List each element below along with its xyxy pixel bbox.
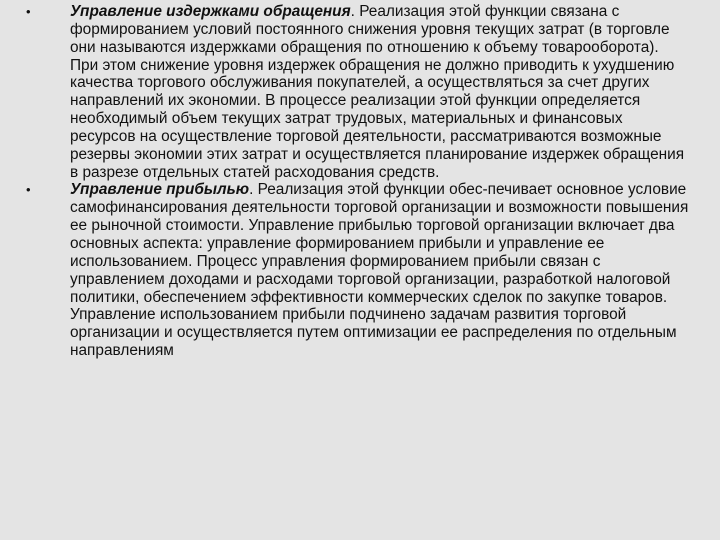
bullet-marker: • [26, 182, 31, 198]
bullet-text: . Реализация этой функции связана с формированием условий постоянного снижения уровня текущих затрат (в торговле они называются издержками обращения по отношению к объему товарооборота). При этом снижение уровня издержек обращения не должно приводить к ухудшению качества торгового обслуживания покупателей, а осуществляться за счет других направлений их экономии. В процессе реализации этой функции определяется необходимый объем текущих затрат трудовых, материальных и финансовых ресурсов на осуществление торговой деятельности, рассматриваются возможные резервы экономии этих затрат и осуществляется планирование издержек обращения в разрезе отдельных статей расходования средств. [70, 3, 685, 181]
bullet-term: Управление издержками обращения [70, 3, 351, 20]
bullet-list [26, 3, 690, 360]
bullet-item-profit-management [26, 181, 690, 360]
bullet-text: . Реализация этой функции обес-печивает основное условие самофинансирования деятельности торговой организации и возможности повышения ее рыночной стоимости. Управление прибылью торговой организации включает два основных аспекта: управление формированием прибыли и управление ее использованием. Процесс управления формированием прибыли связан с управлением доходами и расходами торговой организации, разработкой налоговой политики, обеспечением эффективности коммерческих сделок по закупке товаров. Управление использованием прибыли подчинено задачам развития торговой организации и осуществляется путем оптимизации ее распределения по отдельным направлениям [70, 181, 689, 360]
bullet-term: Управление прибылью [70, 181, 250, 199]
bullet-item-cost-management [26, 3, 690, 181]
bullet-marker: • [26, 4, 31, 19]
